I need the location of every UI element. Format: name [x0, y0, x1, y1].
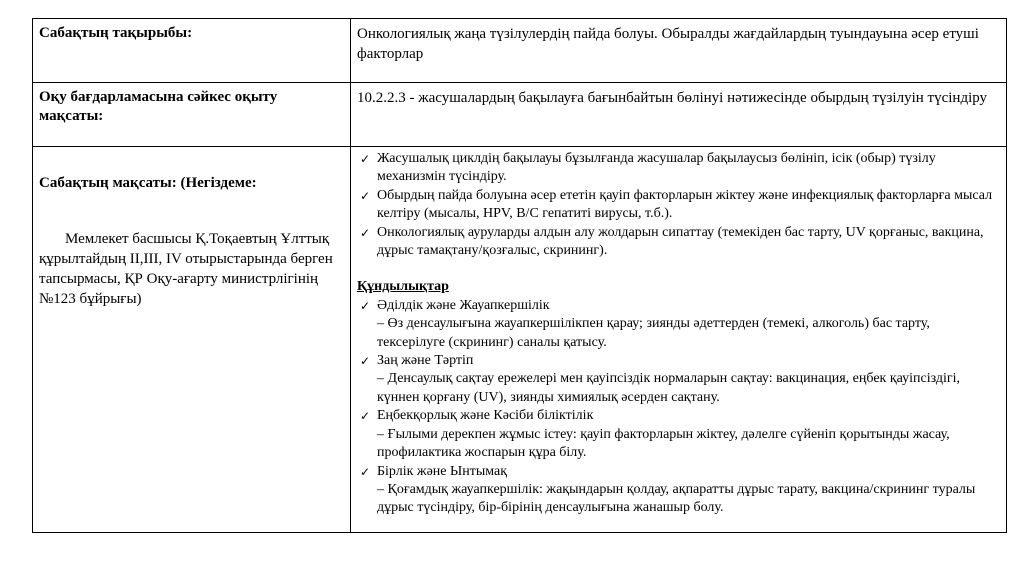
checkmark-icon: ✓ [359, 298, 371, 313]
goal-item-text: Онкологиялық ауруларды алдын алу жолдарын сипаттау (темекіден бас тарту, UV қорғаныс, вакцина, дұрыс тамақтану/қозғалыс, скрининг). [377, 224, 984, 259]
checkmark-icon: ✓ [359, 409, 371, 424]
value-item-desc: – Өз денсаулығына жауапкершілікпен қарау; зиянды әдеттерден (темекі, алкоголь) бас тарту, тексерілуге (скрининг) саналы қатысу. [377, 316, 930, 350]
checkmark-icon: ✓ [359, 225, 371, 240]
goal-item [357, 224, 1000, 261]
lesson-plan-table [32, 18, 1007, 533]
value-item [357, 297, 1000, 315]
goal-item-text: Обырдың пайда болуына әсер ететін қауіп факторларын жіктеу және инфекциялық факторларға мысал келтіру (мысалы, HPV, B/C гепатиті вирусы, т.б.). [377, 187, 993, 222]
value-item-title: Әділдік және Жауапкершілік [377, 297, 550, 313]
topic-label: Сабақтың тақырыбы: [39, 25, 193, 41]
checkmark-icon: ✓ [359, 464, 371, 479]
topic-value: Онкологиялық жаңа түзілулердің пайда болуы. Обыралды жағдайлардың туындауына әсер етуші факторлар [357, 26, 979, 62]
checkmark-icon: ✓ [359, 152, 371, 166]
value-item-title: Еңбекқорлық және Кәсіби біліктілік [377, 408, 594, 424]
goal-item [357, 150, 1000, 187]
goals-content [351, 147, 1006, 518]
goals-label: Сабақтың мақсаты: (Негіздеме: [39, 175, 257, 191]
value-item-desc: – Ғылыми дерекпен жұмыс істеу: қауіп факторларын жіктеу, дәлелге сүйеніп қорытынды жасау, профилактика жоспарын құра білу. [377, 426, 950, 461]
values-heading: Құндылықтар [357, 279, 449, 295]
goal-item-text: Жасушалық циклдің бақылауы бұзылғанда жасушалар бақылаусыз бөлініп, ісік (обыр) түзілу механизмін түсіндіру. [377, 151, 936, 185]
value-item [357, 463, 1000, 481]
checkmark-icon: ✓ [359, 188, 371, 203]
objective-label: Оқу бағдарламасына сәйкес оқыту мақсаты: [39, 89, 278, 124]
goal-item [357, 187, 1000, 224]
objective-value: 10.2.2.3 - жасушалардың бақылауға бағынбайтын бөлінуі нәтижесінде обырдың түзілуін түсіндіру [357, 90, 988, 106]
goals-basis: Мемлекет басшысы Қ.Тоқаевтың Ұлттық құрылтайдың II,III, IV отырыстарында берген тапсырмасы, ҚР Оқу-ағарту министрлігінің №123 бұйрығы) [39, 231, 333, 307]
topic-row [33, 19, 1007, 83]
value-item-title: Бірлік және Ынтымақ [377, 463, 508, 479]
goals-row [33, 147, 1007, 533]
value-item [357, 352, 1000, 370]
value-item-desc: – Қоғамдық жауапкершілік: жақындарын қолдау, ақпаратты дұрыс тарату, вакцина/скрининг туралы дұрыс түсіндіру, бір-бірінің денсаулығына жанашыр болу. [377, 481, 976, 516]
value-item-desc: – Денсаулық сақтау ережелері мен қауіпсіздік нормаларын сақтау: вакцинация, еңбек қауіпсіздігі, күннен қорғану (UV), зиянды химиялық әсерден сақтану. [377, 371, 961, 405]
objective-row [33, 83, 1007, 147]
checkmark-icon: ✓ [359, 354, 371, 369]
value-item [357, 407, 1000, 425]
value-item-title: Заң және Тәртіп [377, 353, 474, 369]
